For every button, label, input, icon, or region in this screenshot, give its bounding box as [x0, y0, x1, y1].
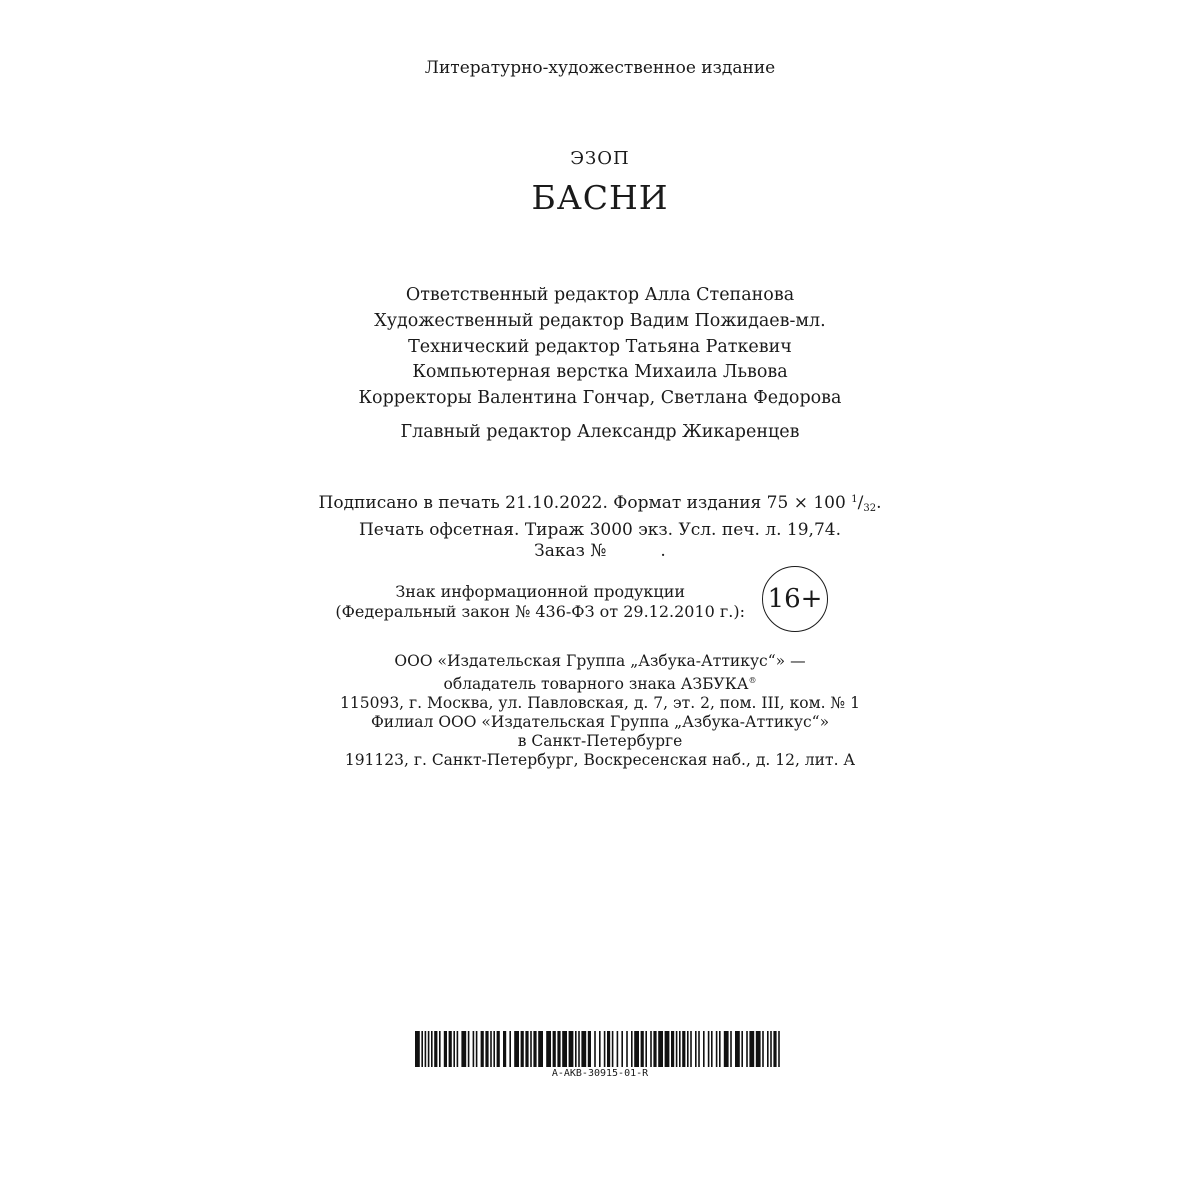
barcode-bar — [553, 1031, 556, 1067]
barcode-bar — [509, 1031, 511, 1067]
barcode-bar — [653, 1031, 656, 1067]
barcode-bar — [425, 1031, 427, 1067]
barcode-bar — [679, 1031, 681, 1067]
barcode-bar — [439, 1031, 441, 1067]
barcode-bar — [428, 1031, 430, 1067]
barcode-bar — [581, 1031, 586, 1067]
barcode-bar — [599, 1031, 601, 1067]
branch-address: 191123, г. Санкт-Петербург, Воскресенская наб., д. 12, лит. А — [344, 751, 856, 769]
order-line — [0, 541, 1200, 563]
barcode-bar — [546, 1031, 551, 1067]
barcode-bar — [493, 1031, 495, 1067]
barcode-bar — [687, 1031, 689, 1067]
barcode-bar — [521, 1031, 524, 1067]
barcode-bar — [538, 1031, 543, 1067]
barcode-bar — [719, 1031, 721, 1067]
age-rating-text — [335, 582, 745, 622]
barcode-bar — [575, 1031, 577, 1067]
barcode-bar — [476, 1031, 478, 1067]
format-separator: / — [857, 493, 864, 513]
credit-line: Художественный редактор Вадим Пожидаев-мл. — [374, 310, 826, 331]
barcode-bar — [415, 1031, 420, 1067]
barcode-bar — [468, 1031, 470, 1067]
barcode-bar — [698, 1031, 700, 1067]
publisher-block — [0, 652, 1200, 713]
barcode-bar — [578, 1031, 580, 1067]
barcode-bar — [671, 1031, 674, 1067]
barcode-bar — [612, 1031, 614, 1067]
age-rating-line-2: (Федеральный закон № 436-ФЗ от 29.12.2010 г.): — [335, 602, 745, 621]
barcode-bar — [770, 1031, 772, 1067]
author-name: ЭЗОП — [570, 148, 630, 169]
barcode-label: A-AKB-30915-01-R — [551, 1068, 649, 1079]
order-end: . — [660, 541, 666, 561]
imprint-line-2: Печать офсетная. Тираж 3000 экз. Усл. печ. л. 19,74. — [358, 519, 841, 540]
credit-line: Корректоры Валентина Гончар, Светлана Федорова — [358, 388, 842, 409]
barcode-bar — [431, 1031, 433, 1067]
barcode-bar — [497, 1031, 500, 1067]
barcode-bar — [773, 1031, 776, 1067]
barcode-bar — [676, 1031, 678, 1067]
branch-block — [0, 713, 1200, 770]
barcode-bar — [588, 1031, 591, 1067]
barcode-bar — [533, 1031, 536, 1067]
barcode-bar — [457, 1031, 459, 1067]
credits-block — [0, 283, 1200, 412]
barcode-bar — [490, 1031, 492, 1067]
format-numerator: 1 — [851, 494, 858, 505]
barcode-bar — [665, 1031, 670, 1067]
barcode-bar — [631, 1031, 633, 1067]
barcode-bar — [762, 1031, 764, 1067]
barcode-bar — [703, 1031, 705, 1067]
barcode-bar — [641, 1031, 644, 1067]
publisher-line-1: ООО «Издательская Группа „Азбука-Аттикус“» — — [394, 652, 806, 670]
barcode-bar — [453, 1031, 455, 1067]
barcode-bar — [708, 1031, 710, 1067]
barcode-bar — [716, 1031, 718, 1067]
imprint-block — [0, 489, 1200, 563]
barcode-bar — [421, 1031, 423, 1067]
barcode-bar — [525, 1031, 528, 1067]
age-rating-block — [0, 566, 1200, 634]
barcode-bar — [730, 1031, 732, 1067]
barcode-bar — [711, 1031, 713, 1067]
publisher-line-2 — [0, 671, 1200, 694]
imprint-format-text: Подписано в печать 21.10.2022. Формат издания 75 × 100 — [318, 493, 846, 513]
barcode-bar — [444, 1031, 447, 1067]
age-rating-badge: 16+ — [762, 566, 828, 632]
chief-editor: Главный редактор Александр Жикаренцев — [400, 422, 800, 442]
barcode-bar — [749, 1031, 754, 1067]
barcode-bar — [594, 1031, 596, 1067]
barcode-bar — [617, 1031, 619, 1067]
barcode-bar — [645, 1031, 647, 1067]
barcode-bar — [449, 1031, 452, 1067]
credit-line: Компьютерная верстка Михаила Львова — [412, 362, 788, 383]
barcode-bar — [756, 1031, 761, 1067]
format-denominator: 32 — [863, 503, 877, 514]
branch-line-1: Филиал ООО «Издательская Группа „Азбука-Аттикус“» — [370, 713, 830, 731]
barcode-bar — [485, 1031, 488, 1067]
barcode-bar — [690, 1031, 692, 1067]
barcode-bar — [481, 1031, 484, 1067]
credit-line: Технический редактор Татьяна Раткевич — [408, 336, 792, 357]
barcode-bar — [695, 1031, 697, 1067]
publisher-address: 115093, г. Москва, ул. Павловская, д. 7, эт. 2, пом. III, ком. № 1 — [340, 694, 860, 712]
barcode-bar — [746, 1031, 748, 1067]
genre-label: Литературно-художественное издание — [424, 58, 776, 78]
book-title: БАСНИ — [531, 178, 669, 217]
barcode-bar — [658, 1031, 663, 1067]
barcode-bar — [562, 1031, 567, 1067]
barcode-bar — [724, 1031, 729, 1067]
imprint-line-1-end: . — [876, 493, 882, 513]
imprint-line-1 — [0, 489, 1200, 520]
barcode-bar — [473, 1031, 475, 1067]
barcode-bar — [682, 1031, 685, 1067]
barcode-bar — [434, 1031, 437, 1067]
barcode-bar — [514, 1031, 519, 1067]
barcode-bar — [735, 1031, 740, 1067]
barcode-bar — [650, 1031, 652, 1067]
registered-mark: ® — [748, 676, 757, 685]
barcode — [415, 1031, 785, 1067]
barcode-bar — [741, 1031, 743, 1067]
barcode-bar — [778, 1031, 780, 1067]
barcode-bar — [621, 1031, 623, 1067]
order-label: Заказ № — [534, 541, 607, 561]
barcode-bar — [569, 1031, 574, 1067]
barcode-bar — [530, 1031, 532, 1067]
barcode-bar — [503, 1031, 506, 1067]
barcode-bar — [461, 1031, 466, 1067]
barcode-bar — [604, 1031, 606, 1067]
barcode-bar — [607, 1031, 610, 1067]
barcode-bar — [767, 1031, 769, 1067]
branch-line-2: в Санкт-Петербурге — [517, 732, 683, 750]
barcode-bar — [557, 1031, 560, 1067]
trademark-text: обладатель товарного знака АЗБУКА — [443, 675, 749, 693]
age-rating-line-1: Знак информационной продукции — [395, 582, 686, 601]
credit-line: Ответственный редактор Алла Степанова — [405, 285, 795, 305]
barcode-bar — [626, 1031, 628, 1067]
barcode-bar — [634, 1031, 639, 1067]
